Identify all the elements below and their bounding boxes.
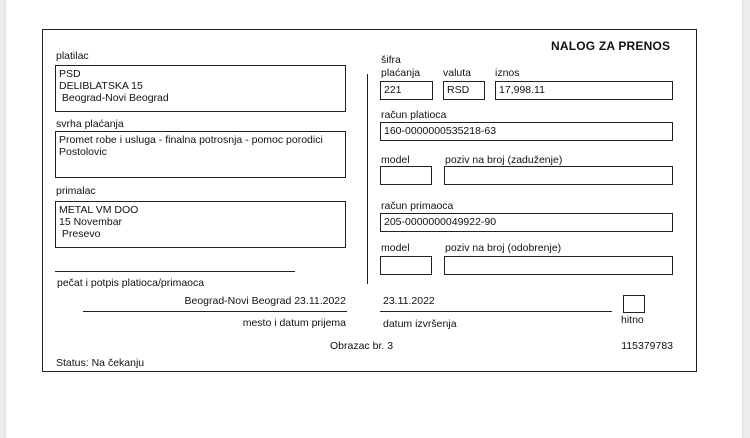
model-credit-label: model [381, 242, 410, 254]
place-date-value: Beograd-Novi Beograd 23.11.2022 [184, 295, 346, 307]
payment-code-field: 221 [380, 81, 433, 100]
reference-credit-label: poziv na broj (odobrenje) [445, 242, 562, 254]
recipient-account-label: račun primaoca [381, 200, 454, 212]
place-date-line [83, 311, 347, 312]
document-sheet [6, 0, 742, 438]
model-debit-label: model [381, 154, 410, 166]
reference-credit-field [444, 256, 673, 275]
payer-line-3: Beograd-Novi Beograd [59, 92, 169, 104]
payer-box [55, 65, 346, 112]
payer-label: platilac [56, 50, 89, 62]
urgent-checkbox [623, 295, 645, 313]
currency-label: valuta [443, 67, 472, 79]
purpose-line-1: Promet robe i usluga - finalna potrosnja - pomoc porodici [59, 134, 323, 146]
stamp-signature-label: pečat i potpis platioca/primaoca [57, 277, 205, 289]
payer-account-label: račun platioca [381, 109, 447, 121]
amount-field: 17,998.11 [495, 81, 673, 100]
model-debit-field [380, 166, 432, 185]
column-divider [367, 74, 368, 284]
purpose-line-2: Postolovic [59, 146, 107, 158]
reference-debit-label: poziv na broj (zaduženje) [445, 154, 563, 166]
payment-code-label-1: šifra [381, 54, 401, 66]
payer-line-1: PSD [59, 68, 81, 80]
signature-line [55, 271, 295, 272]
payment-order-form [42, 29, 697, 372]
amount-label: iznos [495, 67, 520, 79]
form-number: Obrazac br. 3 [330, 340, 394, 352]
execution-date-line [380, 311, 612, 312]
payment-code-label-2: plaćanja [381, 67, 421, 79]
urgent-label: hitno [621, 314, 644, 326]
recipient-line-1: METAL VM DOO [59, 204, 139, 216]
payer-account-field: 160-0000000535218-63 [380, 122, 673, 141]
recipient-line-3: Presevo [59, 228, 101, 240]
reference-debit-field [444, 166, 673, 185]
recipient-account-field: 205-0000000049922-90 [380, 213, 673, 232]
purpose-label: svrha plaćanja [56, 118, 124, 130]
form-title: NALOG ZA PRENOS [551, 39, 671, 53]
purpose-box [55, 131, 346, 178]
recipient-line-2: 15 Novembar [59, 216, 123, 228]
execution-date-value: 23.11.2022 [383, 295, 435, 307]
document-id: 115379783 [621, 340, 673, 352]
execution-date-label: datum izvršenja [383, 318, 457, 330]
place-date-label: mesto i datum prijema [242, 317, 346, 329]
recipient-label: primalac [56, 185, 96, 197]
currency-field: RSD [443, 81, 485, 100]
recipient-box [55, 201, 346, 248]
model-credit-field [380, 256, 432, 275]
payer-line-2: DELIBLATSKA 15 [59, 80, 143, 92]
status-text: Status: Na čekanju [56, 357, 145, 369]
